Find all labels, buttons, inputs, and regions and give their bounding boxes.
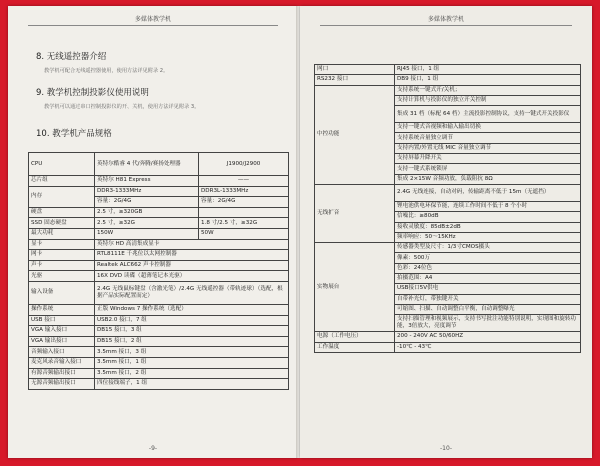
section-text: 教学机可配合无线遥控器使用，使用方法详见附录 2。 — [44, 68, 169, 74]
spec-value: 150W — [95, 228, 199, 239]
table-row — [29, 228, 289, 239]
spec-value: 3.5mm 接口，2 组 — [95, 368, 289, 379]
spec-table — [28, 152, 289, 390]
spec-value: DDR3L-1333MHz — [199, 186, 289, 197]
spec-label: 操作系统 — [29, 304, 95, 315]
spec-value: 16X DVD 读碟（超薄笔记本光驱） — [95, 271, 289, 282]
spec-label: VGA 输出接口 — [29, 336, 95, 347]
spec-label: 显卡 — [29, 239, 95, 250]
spec-value: RTL8111E 千兆位以太网控制器 — [95, 250, 289, 261]
spec-value: 支持内置/外置无线 MIC 音量独立调节 — [395, 143, 581, 153]
spec-value: 支持扫描管理和视频展示，支持书写批注功能特别说明，实现图和旋转功能，3倍放大，亮度调节 — [395, 315, 581, 332]
table-row — [29, 186, 289, 197]
spec-label: 芯片组 — [29, 176, 95, 187]
spec-value: J1900/J2900 — [199, 153, 289, 176]
spec-value: 2.5 寸，≥32G — [95, 218, 199, 229]
table-row — [29, 271, 289, 282]
spec-value: DB15 接口，2 组 — [95, 336, 289, 347]
left-page — [8, 6, 298, 458]
table-row — [29, 326, 289, 337]
spec-value: 锂电池供电环保节能，连续工作时间不低于 8 个小时 — [395, 201, 581, 211]
section-title: 10. 教学机产品规格 — [36, 129, 112, 139]
table-row — [29, 347, 289, 358]
spec-value: -10℃ - 43℃ — [395, 342, 581, 352]
spec-label: 光驱 — [29, 271, 95, 282]
spec-value: 英特尔酷睿 4 代/奔腾/赛扬处理器 — [95, 153, 199, 176]
spec-value: 容量：2G/4G — [95, 197, 199, 208]
right-page — [300, 6, 592, 458]
spec-label: SSD 固态硬盘 — [29, 218, 95, 229]
spec-value — [199, 207, 289, 218]
spec-value: USB接口5V供电 — [395, 284, 581, 294]
table-row — [29, 239, 289, 250]
spec-value: 传感器类型及尺寸：1/3寸CMOS摄头 — [395, 243, 581, 253]
table-row — [29, 176, 289, 187]
spec-value: 四位接线端子，1 组 — [95, 379, 289, 390]
spec-value: DDR3-1333MHz — [95, 186, 199, 197]
page-number: -10- — [440, 445, 452, 452]
spec-label: CPU — [29, 153, 95, 176]
spec-value: 集成 2×15W 音频功放，负载阻抗 8Ω — [395, 174, 581, 184]
spec-label: 最大功耗 — [29, 228, 95, 239]
spec-value: 支持一键式音视频和输入输出切换 — [395, 123, 581, 133]
section-title: 9. 教学机控制投影仪使用说明 — [36, 88, 149, 98]
spec-value: 50W — [199, 228, 289, 239]
spec-value: 色彩：24位色 — [395, 263, 581, 273]
spec-group-label: 实物展台 — [315, 243, 395, 332]
spec-value: 英特尔 H81 Express — [95, 176, 199, 187]
spec-label: 硬盘 — [29, 207, 95, 218]
table-row — [315, 342, 581, 352]
spec-value: Realtek ALC662 声卡控制器 — [95, 260, 289, 271]
table-row — [315, 184, 581, 201]
page-header: 多媒体教学机 — [320, 14, 572, 26]
table-row — [315, 65, 581, 75]
spec-value: DB15 接口，3 组 — [95, 326, 289, 337]
spec-label: 输入设备 — [29, 281, 95, 304]
spec-value: 2.4G 无线连接，自动对码，传输距离不低于 15m（无遮挡） — [395, 184, 581, 201]
spec-group-label: 中控功能 — [315, 85, 395, 184]
spec-value: 正版 Windows 7 操作系统（选配） — [95, 304, 289, 315]
spec-value: 支持屏幕升降开关 — [395, 154, 581, 164]
spec-value: 拍摄范围：A4 — [395, 274, 581, 284]
spec-group-label: 电源（工作电压） — [315, 332, 395, 342]
table-row — [29, 357, 289, 368]
spec-value: 信噪比：≥80dB — [395, 212, 581, 222]
table-row — [29, 153, 289, 176]
table-row — [29, 379, 289, 390]
page-number: -9- — [148, 445, 158, 452]
spec-value: 支持一键式系统锁屏 — [395, 164, 581, 174]
spec-value: 3.5mm 接口，1 组 — [95, 357, 289, 368]
spec-label: USB 接口 — [29, 315, 95, 326]
spec-value: 支持系统音量独立调节 — [395, 133, 581, 143]
spec-value: 2.4G 无线鼠标键盘（含激光笔）/2.4G 无线遥控器（带轨迹球）（选配，根据产品实际配置而定） — [95, 281, 289, 304]
spec-group-label: 无线扩音 — [315, 184, 395, 242]
section-text: 教学机可以通过串口控制投影仪的开、关机，使用方法详见附录 3。 — [44, 104, 200, 110]
table-row — [315, 75, 581, 85]
spec-value: 200 - 240V AC 50/60HZ — [395, 332, 581, 342]
table-row — [29, 207, 289, 218]
spec-value: 容量：2G/4G — [199, 197, 289, 208]
table-row — [315, 332, 581, 342]
table-row — [315, 243, 581, 253]
page-header: 多媒体教学机 — [28, 14, 278, 26]
spec-value: USB2.0 接口，7 组 — [95, 315, 289, 326]
spec-value: 3.5mm 接口，3 组 — [95, 347, 289, 358]
spec-value: 像素：500万 — [395, 253, 581, 263]
spec-value: 支持计算机与投影仪的独立开关控制 — [395, 95, 581, 105]
spec-value: RJ45 接口，1 组 — [395, 65, 581, 75]
table-row — [29, 218, 289, 229]
spec-value: 2.5 寸，≥320GB — [95, 207, 199, 218]
table-row — [315, 85, 581, 95]
spec-label: 有源音频输出接口 — [29, 368, 95, 379]
spec-value: 自带补光灯，带独键开关 — [395, 294, 581, 304]
table-row — [29, 250, 289, 261]
spec-label: VGA 输入接口 — [29, 326, 95, 337]
spec-value: 1.8 寸/2.5 寸，≥32G — [199, 218, 289, 229]
section-title: 8. 无线遥控器介绍 — [36, 52, 107, 62]
table-row — [29, 304, 289, 315]
spec-value: 频率响应：50～15KHz — [395, 232, 581, 242]
spec-value: DB9 接口，1 组 — [395, 75, 581, 85]
spec-value: 可缩图、扫描、自动调整白平衡，自动调整曝光 — [395, 304, 581, 314]
spec-label: 网卡 — [29, 250, 95, 261]
spec-label: 声卡 — [29, 260, 95, 271]
spec-value: 英特尔 HD 高清集成显卡 — [95, 239, 289, 250]
table-row — [29, 260, 289, 271]
table-row — [29, 281, 289, 304]
spec-group-label: 工作温度 — [315, 342, 395, 352]
spec-value: 集成 31 档（标配 64 档）主流投影控制协议，支持一键式开关投影仪 — [395, 106, 581, 123]
spec-label: 网口 — [315, 65, 395, 75]
spec-label: 无源音频输出接口 — [29, 379, 95, 390]
spec-table — [314, 64, 581, 353]
spec-label: 麦克风录音输入接口 — [29, 357, 95, 368]
spec-label: 内存 — [29, 186, 95, 207]
table-row — [29, 315, 289, 326]
spec-label: 音频输入接口 — [29, 347, 95, 358]
table-row — [29, 336, 289, 347]
spec-value: 接收灵敏度：85dB±2dB — [395, 222, 581, 232]
spec-value: 支持系统一键式开/关机； — [395, 85, 581, 95]
spec-label: RS232 接口 — [315, 75, 395, 85]
table-row — [29, 368, 289, 379]
spec-value: —— — [199, 176, 289, 187]
